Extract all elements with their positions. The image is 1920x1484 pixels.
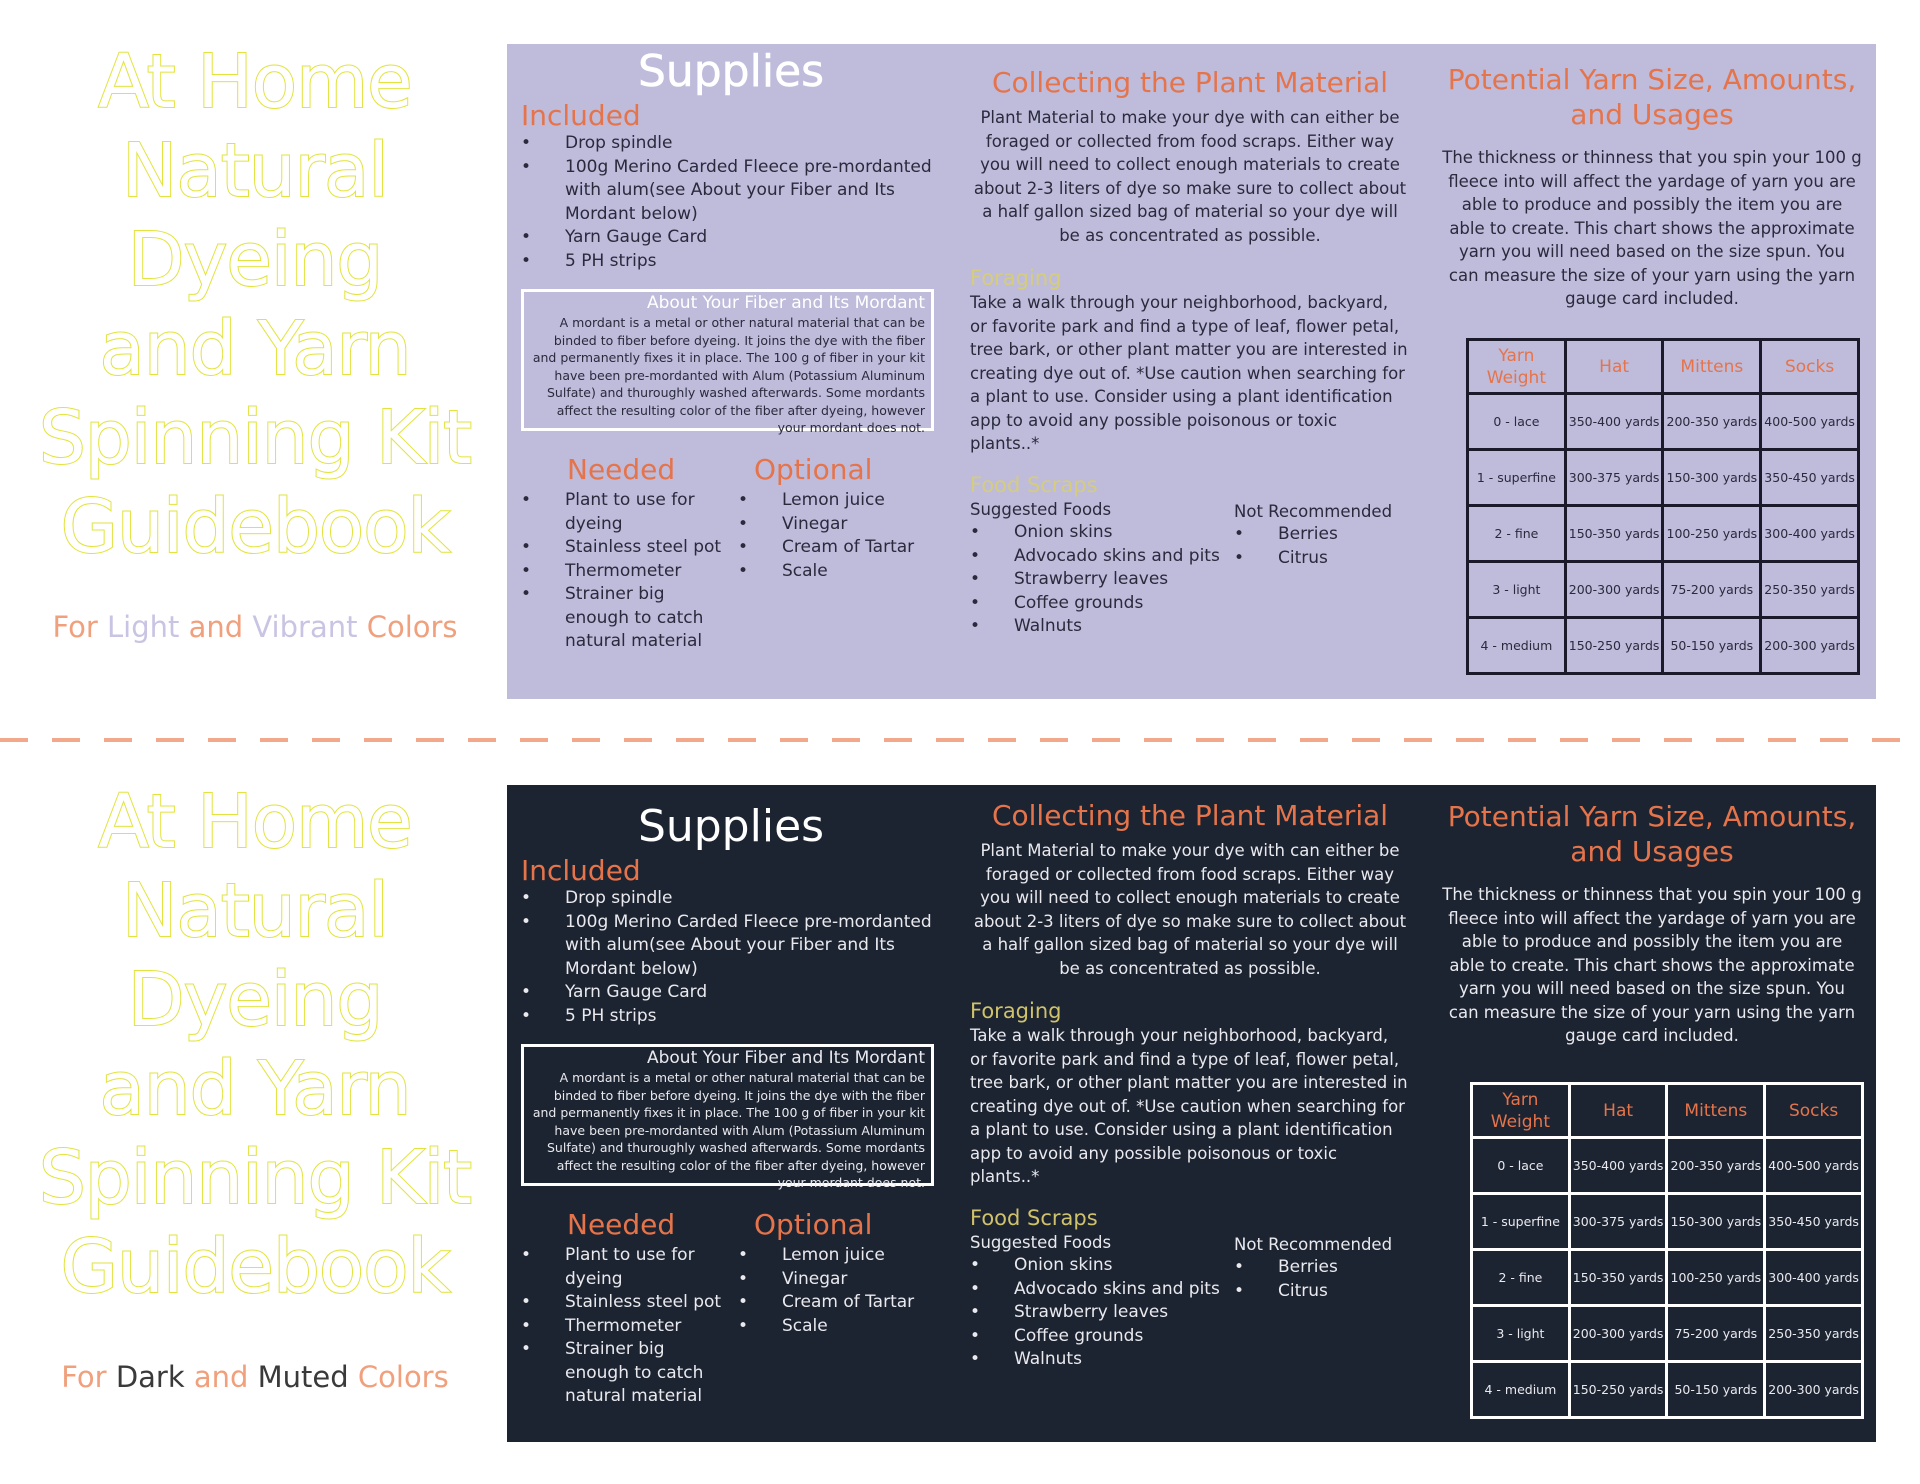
table-cell: 75-200 yards xyxy=(1663,562,1761,618)
table-cell: 3 - light xyxy=(1468,562,1566,618)
table-cell: 150-300 yards xyxy=(1663,450,1761,506)
list-item: • Advocado skins and pits xyxy=(970,1278,1230,1302)
collecting-intro: Plant Material to make your dye with can either be foraged or collected from food scraps. Either way you will need to collect enough materials to create about 2-3 liters of dye so make sure to collect about a half gallon sized bag of material so your dye will be as concentrated as possible. xyxy=(973,108,1407,245)
foraging-text: Take a walk through your neighborhood, backyard, or favorite park and find a type of leaf, flower petal, tree bark, or other plant matter you are interested in creating dye out of. *Use caution when searching for a plant to use. Consider using a plant identification app to avoid any possible poisonous or toxic plants..* xyxy=(970,293,1408,453)
cover-title-line: At Home xyxy=(98,779,412,865)
table-cell: 1 - superfine xyxy=(1468,450,1566,506)
table-header: Mittens xyxy=(1663,340,1761,394)
collecting-intro: Plant Material to make your dye with can either be foraged or collected from food scraps. Either way you will need to collect enough materials to create about 2-3 liters of dye so make sure to collect about a half gallon sized bag of material so your dye will be as concentrated as possible. xyxy=(973,841,1407,978)
suggested-list xyxy=(970,1254,1230,1372)
list-item: • Drop spindle xyxy=(521,132,941,156)
table-cell: 3 - light xyxy=(1472,1306,1570,1362)
list-item: • Scale xyxy=(738,1315,938,1339)
supplies-title: Supplies xyxy=(637,46,825,97)
table-header: Socks xyxy=(1765,1084,1863,1138)
mordant-body: A mordant is a metal or other natural material that can be binded to fiber before dyeing. It joins the dye with the fiber and permanently fixes it in place. The 100 g of fiber in your kit have been pre-mordanted with Alum (Potassium Aluminum Sulfate) and thuroughly washed afterwards. Some mordants affect the resulting color of the fiber after dyeing, however your mordant does not. xyxy=(532,1070,925,1190)
cut-line-divider xyxy=(0,738,1920,742)
table-row xyxy=(1468,562,1859,618)
food-scraps xyxy=(970,1231,1410,1391)
foraging-heading: Foraging xyxy=(970,266,1062,290)
yarn-title xyxy=(1442,62,1862,132)
table-cell: 300-375 yards xyxy=(1565,450,1663,506)
guide-panel-light xyxy=(507,44,1876,699)
foraging-heading: Foraging xyxy=(970,999,1062,1023)
table-cell: 1 - superfine xyxy=(1472,1194,1570,1250)
cover-dark xyxy=(0,778,510,1394)
yarn-title-line: Potential Yarn Size, Amounts, xyxy=(1447,63,1857,96)
table-cell: 200-300 yards xyxy=(1765,1362,1863,1418)
optional-heading: Optional xyxy=(754,1208,873,1241)
optional-section xyxy=(738,1208,938,1338)
list-item: • 5 PH strips xyxy=(521,1005,941,1029)
cover-title-line: Guidebook xyxy=(60,484,450,570)
mordant-title: About Your Fiber and Its Mordant xyxy=(646,1048,925,1068)
list-item: • Lemon juice xyxy=(738,489,938,513)
list-item: • Thermometer xyxy=(521,1315,731,1339)
list-item: • Yarn Gauge Card xyxy=(521,981,941,1005)
table-header: Hat xyxy=(1565,340,1663,394)
needed-section xyxy=(521,1208,731,1409)
list-item: • Onion skins xyxy=(970,521,1230,545)
cover-subtitle xyxy=(0,610,510,644)
yarn-table xyxy=(1470,1082,1864,1419)
optional-list xyxy=(738,1244,938,1338)
list-item: • Drop spindle xyxy=(521,887,941,911)
supplies-column xyxy=(521,785,941,1428)
needed-optional xyxy=(521,453,941,673)
table-cell: 2 - fine xyxy=(1468,506,1566,562)
list-item: • Strawberry leaves xyxy=(970,1301,1230,1325)
cover-light xyxy=(0,38,510,644)
table-header: Yarn Weight xyxy=(1468,340,1566,394)
suggested-foods xyxy=(970,498,1230,639)
subtitle-word: Light xyxy=(106,610,180,644)
cover-title-line: Dyeing xyxy=(127,217,383,303)
yarn-table xyxy=(1466,338,1860,675)
not-recommended xyxy=(1234,500,1414,571)
included-heading: Included xyxy=(521,854,641,887)
yarn-title xyxy=(1442,799,1862,869)
list-item: • Cream of Tartar xyxy=(738,1291,938,1315)
table-cell: 200-300 yards xyxy=(1761,618,1859,674)
food-scraps-heading: Food Scraps xyxy=(970,1205,1098,1230)
list-item: • Walnuts xyxy=(970,1348,1230,1372)
not-recommended xyxy=(1234,1233,1414,1304)
table-cell: 150-300 yards xyxy=(1667,1194,1765,1250)
table-row xyxy=(1468,506,1859,562)
list-item: • Citrus xyxy=(1234,547,1414,571)
supplies-title: Supplies xyxy=(637,801,825,852)
subtitle-word: Muted xyxy=(257,1360,349,1394)
list-item: • Scale xyxy=(738,560,938,584)
notrec-list xyxy=(1234,1256,1414,1303)
subtitle-word: and xyxy=(188,610,244,644)
table-row xyxy=(1468,394,1859,450)
included-list xyxy=(521,887,941,1028)
table-cell: 200-350 yards xyxy=(1663,394,1761,450)
table-cell: 50-150 yards xyxy=(1667,1362,1765,1418)
collecting-title: Collecting the Plant Material xyxy=(991,799,1389,832)
needed-list xyxy=(521,489,731,654)
list-item: • Stainless steel pot xyxy=(521,1291,731,1315)
table-header-row xyxy=(1472,1084,1863,1138)
list-item: • 5 PH strips xyxy=(521,250,941,274)
needed-optional xyxy=(521,1208,941,1428)
cover-title-line: Guidebook xyxy=(60,1224,450,1310)
subtitle-word: For xyxy=(52,610,98,644)
needed-heading: Needed xyxy=(567,453,676,486)
yarn-title-line: and Usages xyxy=(1570,835,1734,868)
mordant-box xyxy=(521,289,934,435)
notrec-heading: Not Recommended xyxy=(1234,501,1393,521)
list-item: • Strawberry leaves xyxy=(970,568,1230,592)
list-item: • Citrus xyxy=(1234,1280,1414,1304)
table-cell: 200-300 yards xyxy=(1565,562,1663,618)
yarn-intro: The thickness or thinness that you spin your 100 g fleece into will affect the yardage of yarn you are able to produce and possibly the item you are able to create. This chart shows the approximate yarn you will need based on the size spun. You can measure the size of your yarn using the yarn gauge card included. xyxy=(1442,885,1862,1045)
table-row xyxy=(1468,450,1859,506)
table-cell: 300-400 yards xyxy=(1761,506,1859,562)
list-item: • Advocado skins and pits xyxy=(970,545,1230,569)
table-cell: 4 - medium xyxy=(1472,1362,1570,1418)
list-item: • Onion skins xyxy=(970,1254,1230,1278)
table-cell: 0 - lace xyxy=(1472,1138,1570,1194)
list-item: • Strainer big enough to catch natural material xyxy=(521,583,731,654)
table-cell: 400-500 yards xyxy=(1761,394,1859,450)
collecting-column xyxy=(970,44,1410,658)
table-cell: 0 - lace xyxy=(1468,394,1566,450)
table-row xyxy=(1468,618,1859,674)
notrec-list xyxy=(1234,523,1414,570)
yarn-column xyxy=(1442,44,1862,653)
list-item: • Thermometer xyxy=(521,560,731,584)
table-row xyxy=(1472,1362,1863,1418)
table-cell: 150-350 yards xyxy=(1565,506,1663,562)
cover-title-line: and Yarn xyxy=(99,1046,411,1132)
list-item: • Yarn Gauge Card xyxy=(521,226,941,250)
optional-heading: Optional xyxy=(754,453,873,486)
subtitle-word: For xyxy=(61,1360,107,1394)
yarn-title-line: and Usages xyxy=(1570,98,1734,131)
table-cell: 350-450 yards xyxy=(1765,1194,1863,1250)
yarn-intro: The thickness or thinness that you spin your 100 g fleece into will affect the yardage of yarn you are able to produce and possibly the item you are able to create. This chart shows the approximate yarn you will need based on the size spun. You can measure the size of your yarn using the yarn gauge card included. xyxy=(1442,148,1862,308)
table-row xyxy=(1472,1194,1863,1250)
table-cell: 100-250 yards xyxy=(1667,1250,1765,1306)
subtitle-word: Vibrant xyxy=(252,610,358,644)
subtitle-word: Colors xyxy=(366,610,458,644)
table-row xyxy=(1472,1138,1863,1194)
included-heading: Included xyxy=(521,99,641,132)
table-header: Yarn Weight xyxy=(1472,1084,1570,1138)
subtitle-word: and xyxy=(193,1360,249,1394)
suggested-foods xyxy=(970,1231,1230,1372)
cover-title xyxy=(0,38,510,572)
table-cell: 100-250 yards xyxy=(1663,506,1761,562)
table-cell: 400-500 yards xyxy=(1765,1138,1863,1194)
yarn-title-line: Potential Yarn Size, Amounts, xyxy=(1447,800,1857,833)
table-cell: 350-400 yards xyxy=(1565,394,1663,450)
table-cell: 300-400 yards xyxy=(1765,1250,1863,1306)
list-item: • 100g Merino Carded Fleece pre-mordanted with alum(see About your Fiber and Its Mordant below) xyxy=(521,156,941,227)
table-cell: 150-250 yards xyxy=(1569,1362,1667,1418)
needed-section xyxy=(521,453,731,654)
table-cell: 150-350 yards xyxy=(1569,1250,1667,1306)
mordant-box xyxy=(521,1044,934,1190)
collecting-column xyxy=(970,785,1410,1391)
table-cell: 50-150 yards xyxy=(1663,618,1761,674)
list-item: • Coffee grounds xyxy=(970,592,1230,616)
cover-title-line: Natural xyxy=(122,128,388,214)
food-scraps-heading: Food Scraps xyxy=(970,472,1098,497)
table-cell: 250-350 yards xyxy=(1761,562,1859,618)
supplies-column xyxy=(521,44,941,673)
table-header-row xyxy=(1468,340,1859,394)
cover-title xyxy=(0,778,510,1312)
table-header: Hat xyxy=(1569,1084,1667,1138)
suggested-heading: Suggested Foods xyxy=(970,1232,1112,1252)
table-header: Socks xyxy=(1761,340,1859,394)
table-cell: 200-350 yards xyxy=(1667,1138,1765,1194)
foraging-text: Take a walk through your neighborhood, backyard, or favorite park and find a type of leaf, flower petal, tree bark, or other plant matter you are interested in creating dye out of. *Use caution when searching for a plant to use. Consider using a plant identification app to avoid any possible poisonous or toxic plants..* xyxy=(970,1026,1408,1186)
mordant-body: A mordant is a metal or other natural material that can be binded to fiber before dyeing. It joins the dye with the fiber and permanently fixes it in place. The 100 g of fiber in your kit have been pre-mordanted with Alum (Potassium Aluminum Sulfate) and thuroughly washed afterwards. Some mordants affect the resulting color of the fiber after dyeing, however your mordant does not. xyxy=(532,315,925,435)
optional-list xyxy=(738,489,938,583)
cover-title-line: Spinning Kit xyxy=(38,395,472,481)
cover-title-line: Dyeing xyxy=(127,957,383,1043)
table-cell: 350-450 yards xyxy=(1761,450,1859,506)
list-item: • Stainless steel pot xyxy=(521,536,731,560)
cover-title-line: At Home xyxy=(98,39,412,125)
cover-title-line: and Yarn xyxy=(99,306,411,392)
cover-subtitle xyxy=(0,1360,510,1394)
list-item: • Coffee grounds xyxy=(970,1325,1230,1349)
list-item: • Cream of Tartar xyxy=(738,536,938,560)
table-header: Mittens xyxy=(1667,1084,1765,1138)
table-cell: 300-375 yards xyxy=(1569,1194,1667,1250)
list-item: • Strainer big enough to catch natural material xyxy=(521,1338,731,1409)
table-cell: 150-250 yards xyxy=(1565,618,1663,674)
list-item: • Vinegar xyxy=(738,513,938,537)
guide-panel-dark xyxy=(507,785,1876,1442)
collecting-title: Collecting the Plant Material xyxy=(991,66,1389,99)
cover-title-line: Natural xyxy=(122,868,388,954)
table-cell: 4 - medium xyxy=(1468,618,1566,674)
list-item: • Plant to use for dyeing xyxy=(521,1244,731,1291)
mordant-title: About Your Fiber and Its Mordant xyxy=(646,293,925,313)
table-cell: 2 - fine xyxy=(1472,1250,1570,1306)
list-item: • Vinegar xyxy=(738,1268,938,1292)
list-item: • Walnuts xyxy=(970,615,1230,639)
table-cell: 350-400 yards xyxy=(1569,1138,1667,1194)
list-item: • Plant to use for dyeing xyxy=(521,489,731,536)
table-row xyxy=(1472,1250,1863,1306)
included-list xyxy=(521,132,941,273)
suggested-list xyxy=(970,521,1230,639)
table-cell: 200-300 yards xyxy=(1569,1306,1667,1362)
needed-heading: Needed xyxy=(567,1208,676,1241)
food-scraps xyxy=(970,498,1410,658)
needed-list xyxy=(521,1244,731,1409)
list-item: • 100g Merino Carded Fleece pre-mordanted with alum(see About your Fiber and Its Mordant below) xyxy=(521,911,941,982)
cover-title-line: Spinning Kit xyxy=(38,1135,472,1221)
subtitle-word: Colors xyxy=(357,1360,449,1394)
table-cell: 75-200 yards xyxy=(1667,1306,1765,1362)
subtitle-word: Dark xyxy=(115,1360,185,1394)
list-item: • Berries xyxy=(1234,1256,1414,1280)
list-item: • Lemon juice xyxy=(738,1244,938,1268)
optional-section xyxy=(738,453,938,583)
notrec-heading: Not Recommended xyxy=(1234,1234,1393,1254)
yarn-column xyxy=(1442,785,1862,1397)
table-cell: 250-350 yards xyxy=(1765,1306,1863,1362)
list-item: • Berries xyxy=(1234,523,1414,547)
table-row xyxy=(1472,1306,1863,1362)
suggested-heading: Suggested Foods xyxy=(970,499,1112,519)
